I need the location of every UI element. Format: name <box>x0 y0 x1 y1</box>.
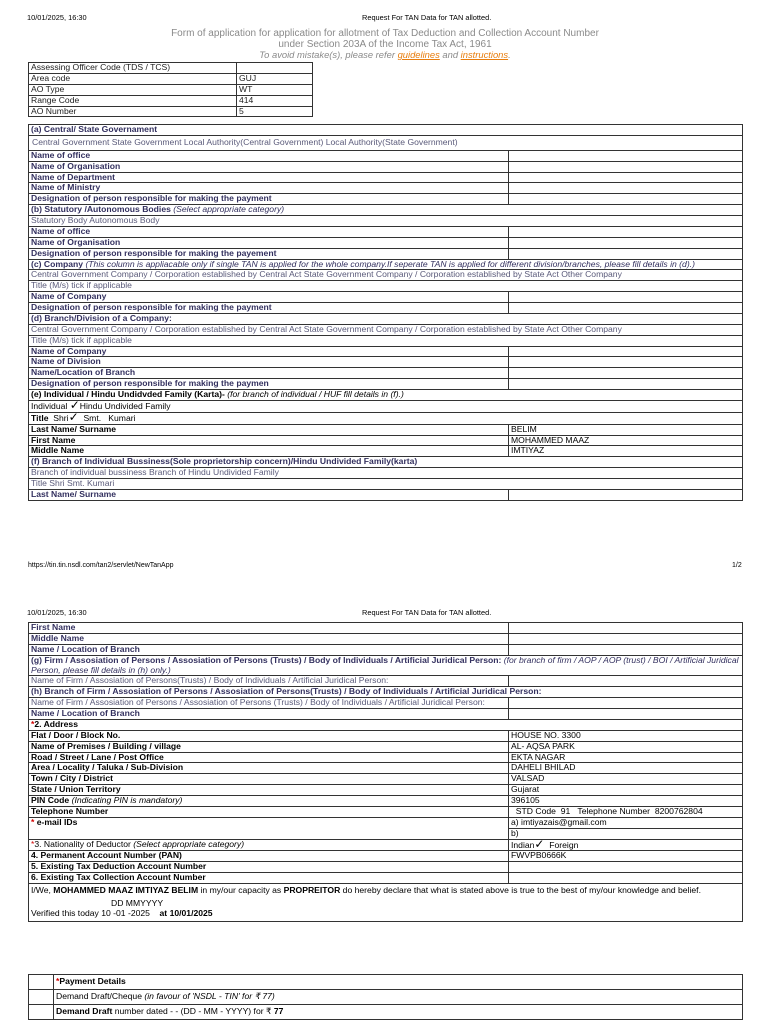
ao-value[interactable]: GUJ <box>237 73 313 84</box>
branch-location-label: Name / Location of Branch <box>29 644 509 655</box>
town-field[interactable]: VALSAD <box>509 774 743 785</box>
section-h-heading: (h) Branch of Firm / Assosiation of Persons / Assosiation of Persons(Trusts) / Body of Individuals / Artificial Juridical Person: <box>29 687 743 698</box>
period: . <box>508 49 511 60</box>
required-asterisk: * <box>31 718 35 729</box>
email-b-field[interactable]: b) <box>509 828 743 839</box>
existing-tcan-field[interactable] <box>509 873 743 884</box>
first-name-label: First Name <box>29 623 509 634</box>
name-of-company-field[interactable] <box>509 292 743 303</box>
first-name-field[interactable] <box>509 623 743 634</box>
kumari-option[interactable]: Kumari <box>108 412 136 423</box>
declarant-capacity: PROPREITOR <box>283 885 341 895</box>
section-e-title: (e) Individual / Hindu Undidvded Family (Karta)- <box>31 389 225 399</box>
state-label: State / Union Territory <box>29 785 509 796</box>
ao-label: Assessing Officer Code (TDS / TCS) <box>29 63 237 74</box>
section-b-note: (Select appropriate category) <box>173 204 285 215</box>
help-text: To avoid mistake(s), please refer <box>259 49 395 60</box>
huf-option[interactable]: Hindu Undivided Family <box>79 400 171 411</box>
at-label: at <box>159 907 168 918</box>
print-date: 10/01/2025, 16:30 <box>27 13 87 22</box>
designation-label: Designation of person responsible for making the payement <box>29 248 509 259</box>
name-of-office-label: Name of office <box>29 226 509 237</box>
existing-tan-label: 5. Existing Tax Deduction Account Number <box>29 862 509 873</box>
section-d-title-tick[interactable]: Title (M/s) tick if applicable <box>29 335 743 346</box>
ao-label: Range Code <box>29 95 237 106</box>
designation-field[interactable] <box>509 248 743 259</box>
payment-marker-cell <box>29 975 54 990</box>
check-mark-icon: ✓ <box>534 836 545 851</box>
firm-branch-name-label: Name of Firm / Assosiation of Persons / Assosiation of Persons (Trusts) / Body of Individuals / Artificial Juridical Person: <box>29 698 509 709</box>
town-label: Town / City / District <box>29 774 509 785</box>
dd-radio-cell[interactable] <box>29 989 54 1004</box>
required-asterisk: * <box>56 976 60 986</box>
section-c-heading <box>29 259 743 270</box>
pin-note: (Indicating PIN is mandatory) <box>71 795 183 805</box>
print-title: Request For TAN Data for TAN allotted. <box>362 13 492 22</box>
firm-name-field[interactable] <box>509 676 743 687</box>
std-code-label: STD Code <box>515 805 556 816</box>
demand-draft-details <box>54 1004 743 1019</box>
footer-url: https://tin.tin.nsdl.com/tan2/servlet/NewTanApp <box>28 562 174 569</box>
area-label: Area / Locality / Taluka / Sub-Division <box>29 763 509 774</box>
payment-table <box>28 974 743 1020</box>
demand-draft-bold: Demand Draft <box>56 1005 113 1016</box>
form-title-line2: under Section 203A of the Income Tax Act, 1961 <box>278 39 492 50</box>
title-label: Title <box>31 412 49 423</box>
premises-label: Name of Premises / Building / village <box>29 741 509 752</box>
page-number: 1/2 <box>732 562 742 569</box>
required-asterisk: * <box>31 838 35 849</box>
name-of-company-label: Name of Company <box>29 292 509 303</box>
section-d-heading: (d) Branch/Division of a Company: <box>29 313 743 324</box>
telephone-label: Telephone Number <box>29 806 509 817</box>
middle-name-field[interactable]: IMTIYAZ <box>509 446 743 457</box>
section-c-options[interactable]: Central Government Company / Corporation established by Central Act State Government Company / Corporation established by State Act Other Company <box>29 270 743 281</box>
help-line <box>60 50 710 61</box>
check-mark-icon: ✓ <box>68 409 79 424</box>
designation-label: Designation of person responsible for making the payment <box>29 194 509 205</box>
section-f-options[interactable]: Branch of individual bussiness Branch of Hindu Undivided Family <box>29 468 743 479</box>
name-of-ministry-label: Name of Ministry <box>29 183 509 194</box>
nationality-label-cell <box>29 839 509 851</box>
name-of-department-label: Name of Department <box>29 172 509 183</box>
section-d-options[interactable]: Central Government Company / Corporation established by Central Act State Government Company / Corporation established by State Act Other Company <box>29 324 743 335</box>
verification-line <box>31 909 740 919</box>
ao-row <box>29 95 313 106</box>
existing-tan-field[interactable] <box>509 862 743 873</box>
main-form-table-p1 <box>28 124 743 501</box>
road-label: Road / Street / Lane / Post Office <box>29 752 509 763</box>
name-of-ministry-field[interactable] <box>509 183 743 194</box>
declaration-mid: in my/our capacity as <box>200 885 282 895</box>
last-name-field[interactable] <box>509 489 743 500</box>
section-a-options[interactable]: Central Government State Government Local Authority(Central Government) Local Authority(State Government) <box>29 135 743 150</box>
declarant-name: MOHAMMED MAAZ IMTIYAZ BELIM <box>53 885 199 895</box>
telephone-number-label: Telephone Number <box>577 805 651 816</box>
ao-row <box>29 106 313 117</box>
name-of-office-field[interactable] <box>509 150 743 161</box>
section-b-heading <box>29 205 743 216</box>
email-label: e-mail IDs <box>36 816 78 827</box>
name-of-office-field[interactable] <box>509 226 743 237</box>
main-form-table-p2 <box>28 622 743 922</box>
flat-field[interactable]: HOUSE NO. 3300 <box>509 730 743 741</box>
designation-label: Designation of person responsible for making the paymen <box>29 379 509 390</box>
flat-label: Flat / Door / Block No. <box>29 730 509 741</box>
name-of-company-label: Name of Company <box>29 346 509 357</box>
payment-amount: 77 <box>273 1005 284 1016</box>
designation-field[interactable] <box>509 379 743 390</box>
pin-label: PIN Code <box>31 795 70 805</box>
section-e-category <box>29 397 743 412</box>
middle-name-label: Middle Name <box>29 446 509 457</box>
pan-field[interactable]: FWVPB0666K <box>509 851 743 862</box>
section-f-heading: (f) Branch of Individual Bussiness(Sole proprietorship concern)/Hindu Undivided Family(karta) <box>29 457 743 468</box>
individual-option[interactable]: Individual <box>31 400 68 411</box>
existing-tcan-label: 6. Existing Tax Collection Account Number <box>29 873 509 884</box>
section-e-title-row <box>29 409 743 424</box>
name-of-organisation-field[interactable] <box>509 237 743 248</box>
nationality-note: (Select appropriate category) <box>133 838 245 849</box>
name-of-division-field[interactable] <box>509 357 743 368</box>
branch-location-field[interactable] <box>509 709 743 720</box>
email-label-cell <box>29 817 509 839</box>
last-name-label: Last Name/ Surname <box>29 489 509 500</box>
section-b-options[interactable]: Statutory Body Autonomous Body <box>29 216 743 227</box>
demand-draft-option[interactable] <box>54 989 743 1004</box>
first-name-label: First Name <box>29 435 509 446</box>
ao-label: AO Number <box>29 106 237 117</box>
nationality-cell <box>509 836 743 851</box>
first-name-field[interactable]: MOHAMMED MAAZ <box>509 435 743 446</box>
section-b-title: (b) Statutory /Autonomous Bodies <box>31 204 171 215</box>
smt-option[interactable]: Smt. <box>83 412 102 423</box>
name-of-organisation-label: Name of Organisation <box>29 161 509 172</box>
section-c-title: (c) Company <box>31 258 84 269</box>
designation-label: Designation of person responsible for making the payment <box>29 303 509 314</box>
form-title-line1: Form of application for application for allotment of Tax Deduction and Collection Account Number <box>171 28 599 39</box>
pin-field[interactable]: 396105 <box>509 796 743 807</box>
branch-location-field[interactable] <box>509 368 743 379</box>
and-text: and <box>442 49 459 60</box>
instructions-link[interactable]: instructions <box>460 49 509 60</box>
section-e-heading <box>29 390 743 401</box>
name-of-division-label: Name of Division <box>29 357 509 368</box>
designation-field[interactable] <box>509 194 743 205</box>
name-of-organisation-field[interactable] <box>509 161 743 172</box>
name-of-department-field[interactable] <box>509 172 743 183</box>
declaration <box>29 884 743 922</box>
area-field[interactable]: DAHELI BHILAD <box>509 763 743 774</box>
last-name-label: Last Name/ Surname <box>29 424 509 435</box>
section-e-note: (for branch of individual / HUF fill details in (f).) <box>227 389 404 399</box>
name-of-company-field[interactable] <box>509 346 743 357</box>
section-c-note: (This column is appliacable only if single TAN is applied for the whole company.If seperate TAN is applied for different division/branches, please fill details in (d).) <box>85 258 695 269</box>
ao-row <box>29 63 313 74</box>
state-field[interactable]: Gujarat <box>509 785 743 796</box>
ao-value[interactable]: 5 <box>237 106 313 117</box>
print-title-p2: Request For TAN Data for TAN allotted. <box>362 608 492 617</box>
demand-draft-note: (in favour of 'NSDL - TIN' for ₹ 77) <box>144 990 275 1001</box>
branch-location-label: Name/Location of Branch <box>29 368 509 379</box>
telephone-cell <box>509 806 743 817</box>
section-g-heading <box>29 655 743 676</box>
declaration-text: do hereby declare that what is stated above is true to the best of my/our knowledge and belief. <box>342 885 701 895</box>
pin-label-cell <box>29 796 509 807</box>
name-of-office-label: Name of office <box>29 150 509 161</box>
verified-text: Verified this today 10 -01 -2025 <box>31 907 150 918</box>
ao-value[interactable] <box>237 63 313 74</box>
dd-detail-cell[interactable] <box>29 1004 54 1019</box>
branch-location-field[interactable] <box>509 644 743 655</box>
section-f-title-row[interactable]: Title Shri Smt. Kumari <box>29 479 743 490</box>
ao-label: AO Type <box>29 84 237 95</box>
ao-row <box>29 84 313 95</box>
ao-value[interactable]: 414 <box>237 95 313 106</box>
foreign-option[interactable]: Foreign <box>549 839 579 850</box>
section-a-heading: (a) Central/ State Governament <box>29 125 743 136</box>
ao-row <box>29 73 313 84</box>
email-a-field[interactable]: a) imtiyazais@gmail.com <box>509 817 743 828</box>
section-g-title: (g) Firm / Assosiation of Persons / Assosiation of Persons (Trusts) / Body of Individuals / Artificial Juridical Person: <box>31 654 502 665</box>
date-format-hint: DD MMYYYY <box>111 897 164 908</box>
middle-name-field[interactable] <box>509 633 743 644</box>
indian-option[interactable]: Indian <box>511 839 535 850</box>
verification-date: 10/01/2025 <box>169 907 213 918</box>
road-field[interactable]: EKTA NAGAR <box>509 752 743 763</box>
pan-label: 4. Permanent Account Number (PAN) <box>29 851 509 862</box>
check-mark-icon: ✓ <box>69 397 80 412</box>
shri-option[interactable]: Shri <box>53 412 69 423</box>
firm-name-label: Name of Firm / Assosiation of Persons(Trusts) / Body of Individuals / Artificial Juridical Person: <box>29 676 509 687</box>
ao-table <box>28 62 313 117</box>
name-of-organisation-label: Name of Organisation <box>29 237 509 248</box>
payment-title: Payment Details <box>59 976 126 986</box>
last-name-field[interactable]: BELIM <box>509 424 743 435</box>
ao-value[interactable]: WT <box>237 84 313 95</box>
address-title: 2. Address <box>34 718 78 729</box>
premises-field[interactable]: AL- AQSA PARK <box>509 741 743 752</box>
firm-branch-name-field[interactable] <box>509 698 743 709</box>
print-date-p2: 10/01/2025, 16:30 <box>27 608 87 617</box>
section-g-note: (for branch of firm / AOP / AOP (trust) / BOI / Artificial Juridical Person, please fill details in (h) only.) <box>31 654 739 675</box>
nationality-label: 3. Nationality of Deductor <box>34 838 131 849</box>
demand-draft-label: Demand Draft/Cheque <box>56 990 142 1001</box>
payment-heading <box>54 975 743 990</box>
middle-name-label: Middle Name <box>29 633 509 644</box>
designation-field[interactable] <box>509 303 743 314</box>
guidelines-link[interactable]: guidelines <box>397 49 440 60</box>
section-c-title-tick[interactable]: Title (M/s) tick if applicable <box>29 281 743 292</box>
demand-draft-details-text: number dated - - (DD - MM - YYYY) for ₹ <box>114 1005 272 1016</box>
declaration-prefix: I/We, <box>31 885 51 895</box>
std-code-field[interactable]: 91 <box>560 805 571 816</box>
ao-label: Area code <box>29 73 237 84</box>
telephone-number-field[interactable]: 8200762804 <box>654 805 703 816</box>
branch-location-label: Name / Location of Branch <box>29 709 509 720</box>
required-asterisk: * <box>31 816 35 827</box>
address-heading <box>29 719 743 730</box>
